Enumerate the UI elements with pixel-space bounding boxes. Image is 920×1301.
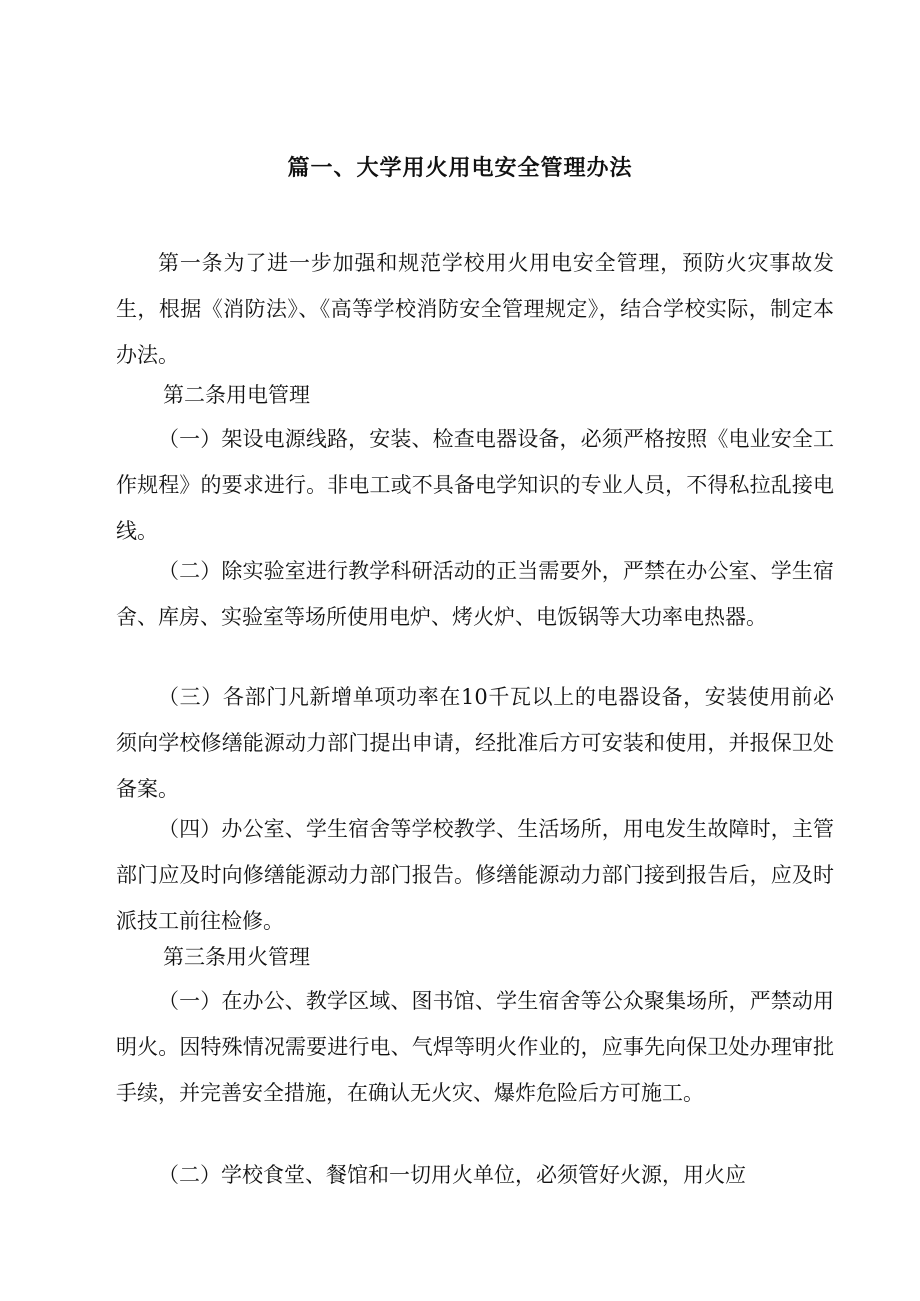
document-title: 篇一、大学用火用电安全管理办法 bbox=[287, 156, 633, 181]
article-3-heading: 第三条用火管理 bbox=[163, 945, 310, 969]
article-2-item-4: （四）办公室、学生宿舍等学校教学、生活场所，用电发生故障时，主管部门应及时向修缮能源动力部门报告。修缮能源动力部门接到报告后，应及时派技工前往检修。 bbox=[116, 817, 834, 933]
article-1-paragraph: 第一条为了进一步加强和规范学校用火用电安全管理，预防火灾事故发生，根据《消防法》、《高等学校消防安全管理规定》，结合学校实际，制定本办法。 bbox=[116, 251, 834, 367]
article-2-heading: 第二条用电管理 bbox=[163, 383, 310, 407]
article-2-item-2: （二）除实验室进行教学科研活动的正当需要外，严禁在办公室、学生宿舍、库房、实验室等场所使用电炉、烤火炉、电饭锅等大功率电热器。 bbox=[116, 559, 834, 629]
article-3-item-2: （二）学校食堂、餐馆和一切用火单位，必须管好火源，用火应 bbox=[158, 1163, 746, 1187]
article-3-item-1: （一）在办公、教学区域、图书馆、学生宿舍等公众聚集场所，严禁动用明火。因特殊情况需要进行电、气焊等明火作业的，应事先向保卫处办理审批手续，并完善安全措施，在确认无火灾、爆炸危险后方可施工。 bbox=[116, 989, 834, 1105]
article-2-item-1: （一）架设电源线路，安装、检查电器设备，必须严格按照《电业安全工作规程》的要求进行。非电工或不具备电学知识的专业人员，不得私拉乱接电线。 bbox=[116, 427, 834, 543]
article-2-item-3: （三）各部门凡新增单项功率在10千瓦以上的电器设备，安装使用前必须向学校修缮能源动力部门提出申请，经批准后方可安装和使用，并报保卫处备案。 bbox=[116, 685, 834, 801]
